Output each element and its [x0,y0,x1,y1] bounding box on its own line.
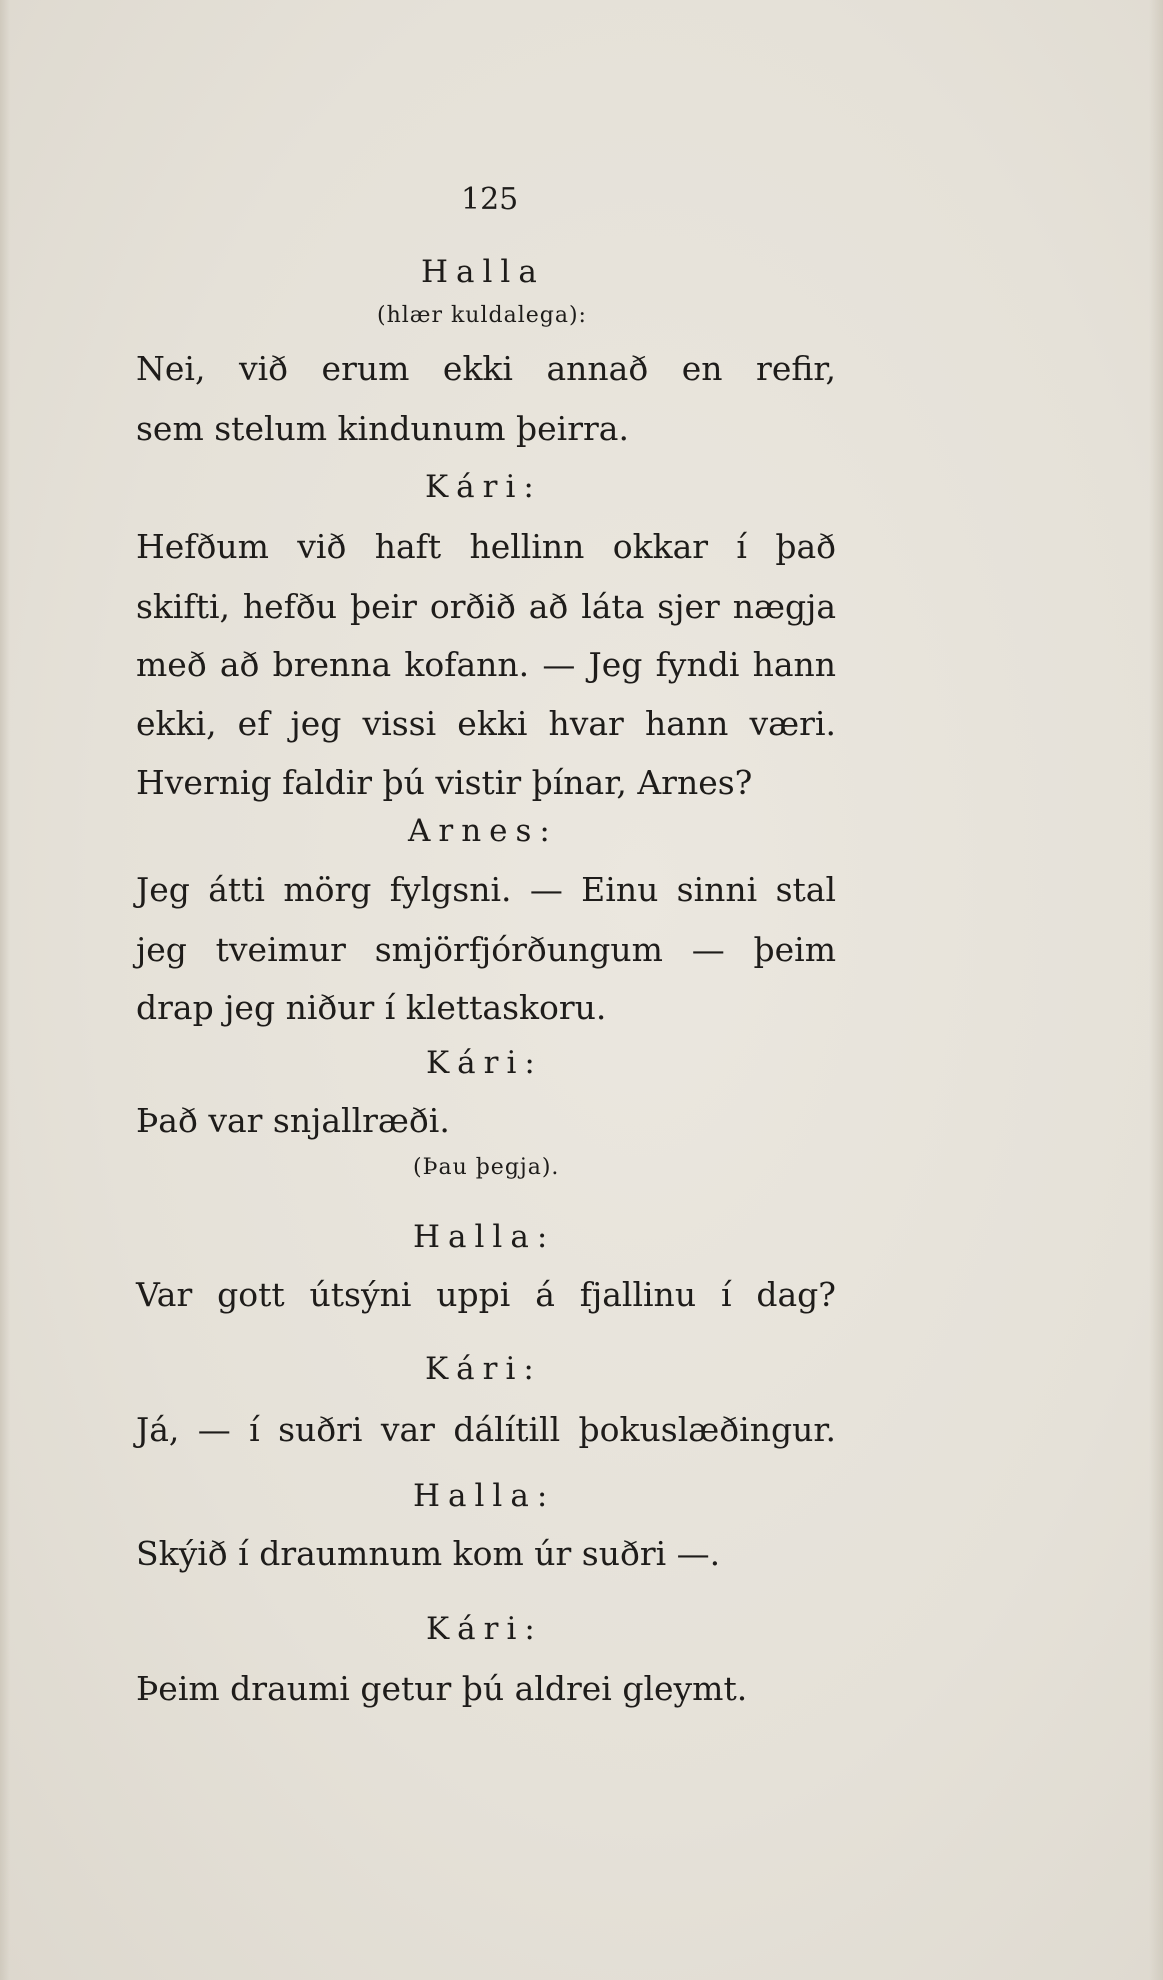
speaker-arnes: Arnes: [408,813,558,849]
dialogue-line: Þeim draumi getur þú aldrei gleymt. [136,1669,748,1708]
dialogue-line: sem stelum kindunum þeirra. [136,409,629,448]
dialogue-line: jeg tveimur smjörfjórðungum — þeim [136,930,836,969]
speaker-halla: Halla [421,254,545,290]
speaker-kari: Kári: [426,1045,543,1081]
speaker-kari: Kári: [426,1611,543,1647]
dialogue-line: ekki, ef jeg vissi ekki hvar hann væri. [136,704,836,743]
stage-direction: (Þau þegja). [413,1155,560,1180]
stage-direction: (hlær kuldalega): [377,303,587,328]
dialogue-line: Jeg átti mörg fylgsni. — Einu sinni stal [136,870,836,909]
dialogue-line: Hefðum við haft hellinn okkar í það [136,527,836,566]
dialogue-line: með að brenna kofann. — Jeg fyndi hann [136,645,836,684]
dialogue-line: drap jeg niður í klettaskoru. [136,988,607,1027]
dialogue-line: Nei, við erum ekki annað en refir, [136,349,836,388]
dialogue-line: skifti, hefðu þeir orðið að láta sjer nægja [136,587,836,626]
page-number: 125 [461,182,519,217]
speaker-kari: Kári: [425,1351,542,1387]
dialogue-line: Já, — í suðri var dálítill þokuslæðingur. [136,1410,836,1449]
dialogue-line: Skýið í draumnum kom úr suðri —. [136,1534,721,1573]
dialogue-line: Hvernig faldir þú vistir þínar, Arnes? [136,763,753,802]
speaker-halla: Halla: [413,1219,556,1255]
speaker-kari: Kári: [425,469,542,505]
dialogue-line: Var gott útsýni uppi á fjallinu í dag? [136,1275,836,1314]
speaker-halla: Halla: [413,1478,556,1514]
dialogue-line: Það var snjallræði. [136,1101,450,1140]
